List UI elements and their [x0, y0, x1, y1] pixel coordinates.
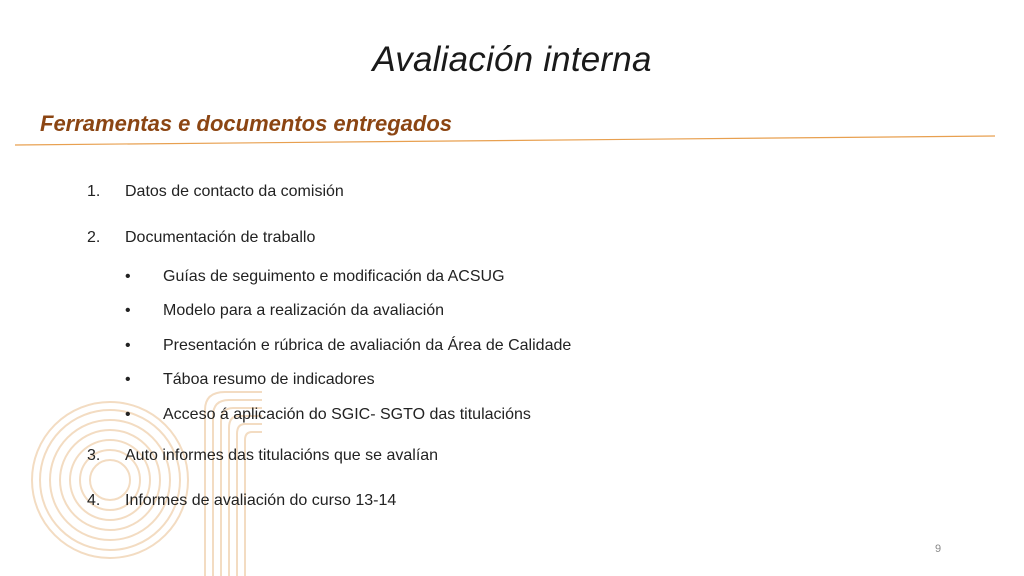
list-item-text: Auto informes das titulacións que se avalían — [125, 447, 439, 464]
bullet-icon: • — [125, 371, 131, 388]
page-number: 9 — [935, 543, 942, 555]
bullet-icon: • — [125, 337, 131, 354]
list-item-text: Datos de contacto da comisión — [125, 183, 344, 200]
bullet-icon: • — [125, 302, 131, 319]
list-item-number: 1. — [87, 183, 101, 200]
sub-list-item-text: Táboa resumo de indicadores — [163, 371, 375, 388]
list-item-number: 4. — [87, 492, 101, 509]
list-item-text: Informes de avaliación do curso 13-14 — [125, 492, 397, 509]
sub-list-item-text: Guías de seguimento e modificación da ACSUG — [163, 268, 505, 285]
slide-subtitle: Ferramentas e documentos entregados — [40, 111, 453, 136]
bullet-icon: • — [125, 268, 131, 285]
sub-list-item-text: Modelo para a realización da avaliación — [163, 302, 445, 319]
sub-list-item-text: Acceso á aplicación do SGIC- SGTO das titulacións — [163, 406, 531, 423]
list-item-text: Documentación de traballo — [125, 229, 316, 246]
bullet-icon: • — [125, 406, 131, 423]
list-item-number: 3. — [87, 447, 101, 464]
list-item-number: 2. — [87, 229, 101, 246]
slide-title: Avaliación interna — [372, 40, 652, 79]
divider-line — [0, 130, 1024, 150]
sub-list-item-text: Presentación e rúbrica de avaliación da Área de Calidade — [163, 337, 572, 354]
